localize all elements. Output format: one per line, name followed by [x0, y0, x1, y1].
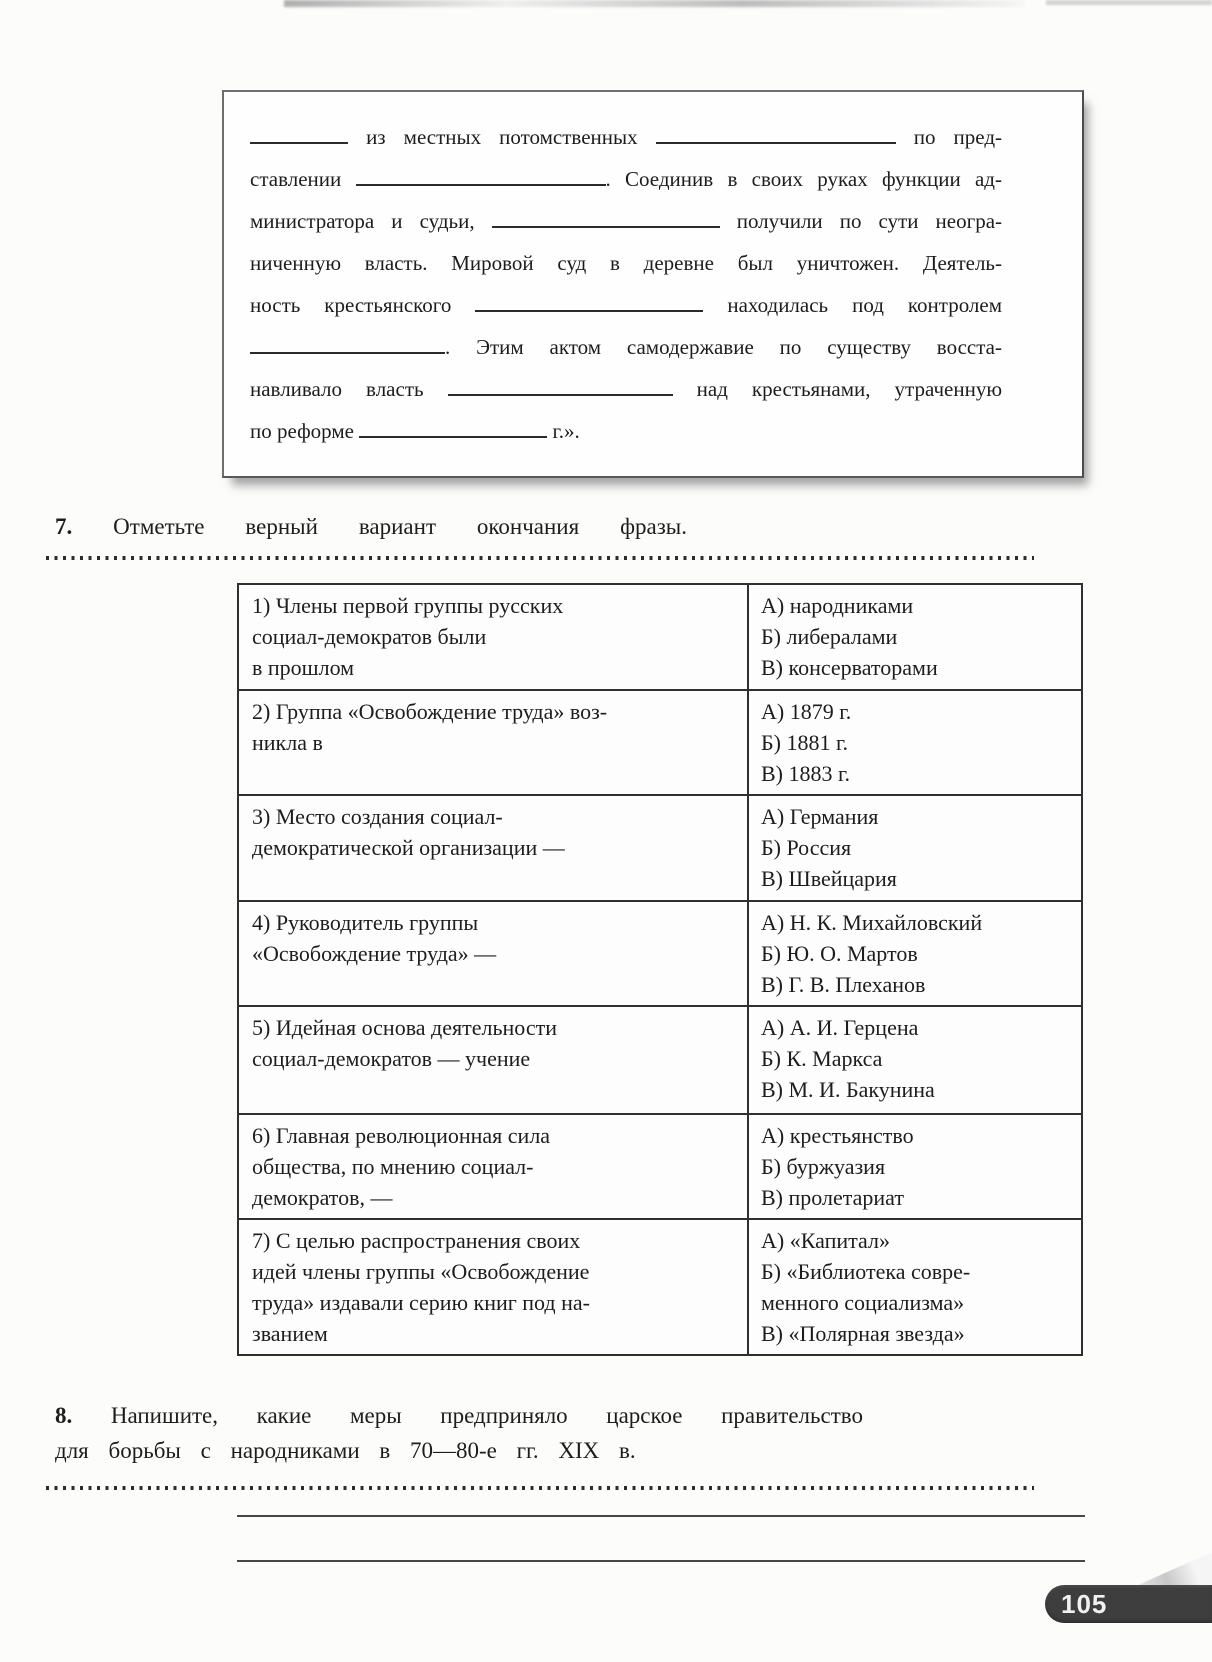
question-line: социал-демократов — учение — [252, 1046, 531, 1071]
scan-artifact-top-right — [1046, 0, 1212, 5]
dotted-separator — [46, 1486, 1034, 1490]
question-line: 4) Руководитель группы — [252, 910, 479, 935]
blank-line — [250, 127, 348, 144]
options-cell — [749, 1007, 1081, 1113]
quote-box-line — [250, 116, 1002, 158]
question-line: общества, по мнению социал- — [252, 1154, 534, 1179]
option-line: В) М. И. Бакунина — [761, 1077, 935, 1102]
question-line: 1) Члены первой группы русских — [252, 593, 564, 618]
page-number: 105 — [1061, 1589, 1108, 1619]
option-line: В) Швейцария — [761, 866, 897, 891]
question-line: в прошлом — [252, 655, 355, 680]
table-row — [239, 1005, 1081, 1113]
quote-box-line — [250, 326, 1002, 368]
options-cell — [749, 585, 1081, 689]
question-line: демократов, — — [252, 1185, 393, 1210]
quote-text: над крестьянами, утраченную — [696, 377, 1003, 401]
writing-line — [237, 1560, 1085, 1562]
writing-line — [237, 1515, 1085, 1517]
question-7-heading — [55, 514, 687, 540]
option-line: Б) Ю. О. Мартов — [761, 941, 918, 966]
question-line: 5) Идейная основа деятельности — [252, 1015, 557, 1040]
quote-text: по реформе — [250, 419, 354, 443]
quote-text: ность крестьянского — [250, 293, 452, 317]
question-8-heading — [55, 1398, 863, 1468]
quote-text: г.». — [552, 419, 580, 443]
quote-text: навливало власть — [250, 377, 424, 401]
option-line: А) 1879 г. — [761, 699, 852, 724]
option-line: В) «Полярная звезда» — [761, 1321, 965, 1346]
question-8-line: 8. Напишите, какие меры предприняло царское правительство — [55, 1403, 863, 1428]
blank-line — [492, 211, 720, 228]
option-line: А) крестьянство — [761, 1123, 914, 1148]
option-line: Б) Россия — [761, 835, 852, 860]
question-line: званием — [252, 1321, 328, 1346]
option-line: Б) К. Маркса — [761, 1046, 883, 1071]
question-line: труда» издавали серию книг под на- — [252, 1290, 590, 1315]
question-number: 8. — [55, 1403, 73, 1428]
quote-box-line — [250, 242, 1002, 284]
quote-box-line — [250, 284, 1002, 326]
option-line: А) народниками — [761, 593, 914, 618]
quote-box-line — [250, 368, 1002, 410]
question-text: Отметьте верный вариант окончания фразы. — [113, 514, 688, 539]
question-cell — [239, 902, 749, 1005]
blank-line — [250, 337, 445, 354]
options-cell — [749, 691, 1081, 794]
options-cell — [749, 1115, 1081, 1218]
question-line: никла в — [252, 730, 323, 755]
quote-text: по пред- — [913, 125, 1003, 149]
page-number-badge — [1045, 1585, 1212, 1623]
quote-text: из местных потомственных — [366, 125, 638, 149]
table-row — [239, 689, 1081, 794]
blank-line — [356, 169, 606, 186]
table-row — [239, 585, 1081, 689]
quote-box-line — [250, 410, 1002, 452]
quote-text: ставлении — [250, 167, 342, 191]
quote-box — [222, 90, 1084, 478]
option-line: Б) либералами — [761, 624, 898, 649]
question-number: 7. — [55, 514, 73, 539]
option-line: В) Г. В. Плеханов — [761, 972, 926, 997]
quote-text: ниченную власть. Мировой суд в деревне был уничтожен. Деятель- — [250, 251, 1002, 275]
blank-line — [475, 295, 703, 312]
question-8-line: для борьбы с народниками в 70—80-е гг. XIX в. — [55, 1438, 636, 1463]
quote-text: министратора и судьи, — [250, 209, 475, 233]
table-row — [239, 1113, 1081, 1218]
question-cell — [239, 796, 749, 900]
question-line: социал-демократов были — [252, 624, 487, 649]
quote-text: находилась под контролем — [727, 293, 1003, 317]
question-cell — [239, 585, 749, 689]
question-line: «Освобождение труда» — — [252, 941, 497, 966]
option-line: А) Германия — [761, 804, 879, 829]
option-line: В) консерваторами — [761, 655, 938, 680]
quote-box-line — [250, 200, 1002, 242]
quote-text: получили по сути неогра- — [736, 209, 1003, 233]
options-cell — [749, 1220, 1081, 1354]
question-line: демократической организации — — [252, 835, 565, 860]
question-line: 6) Главная революционная сила — [252, 1123, 551, 1148]
question-cell — [239, 691, 749, 794]
question-line: 7) С целью распространения своих — [252, 1228, 581, 1253]
table-row — [239, 900, 1081, 1005]
option-line: Б) буржуазия — [761, 1154, 886, 1179]
question-line: 3) Место создания социал- — [252, 804, 503, 829]
table-row — [239, 794, 1081, 900]
question-cell — [239, 1220, 749, 1354]
dotted-separator — [46, 556, 1034, 560]
option-line: Б) «Библиотека совре- — [761, 1259, 971, 1284]
option-line: В) пролетариат — [761, 1185, 904, 1210]
question-line: 2) Группа «Освобождение труда» воз- — [252, 699, 608, 724]
option-line: В) 1883 г. — [761, 761, 851, 786]
answer-table — [237, 583, 1083, 1356]
option-line: А) А. И. Герцена — [761, 1015, 919, 1040]
blank-line — [448, 379, 673, 396]
quote-text: . Соединив в своих руках функции ад- — [605, 167, 1002, 191]
options-cell — [749, 902, 1081, 1005]
quote-text: . Этим актом самодержавие по существу восста- — [445, 335, 1002, 359]
quote-box-line — [250, 158, 1002, 200]
blank-line — [359, 421, 547, 438]
table-row — [239, 1218, 1081, 1354]
question-line: идей члены группы «Освобождение — [252, 1259, 590, 1284]
option-line: Б) 1881 г. — [761, 730, 849, 755]
option-line: менного социализма» — [761, 1290, 965, 1315]
scan-artifact-top — [284, 0, 1024, 7]
options-cell — [749, 796, 1081, 900]
option-line: А) «Капитал» — [761, 1228, 890, 1253]
blank-line — [656, 127, 896, 144]
question-cell — [239, 1007, 749, 1113]
question-cell — [239, 1115, 749, 1218]
option-line: А) Н. К. Михайловский — [761, 910, 983, 935]
